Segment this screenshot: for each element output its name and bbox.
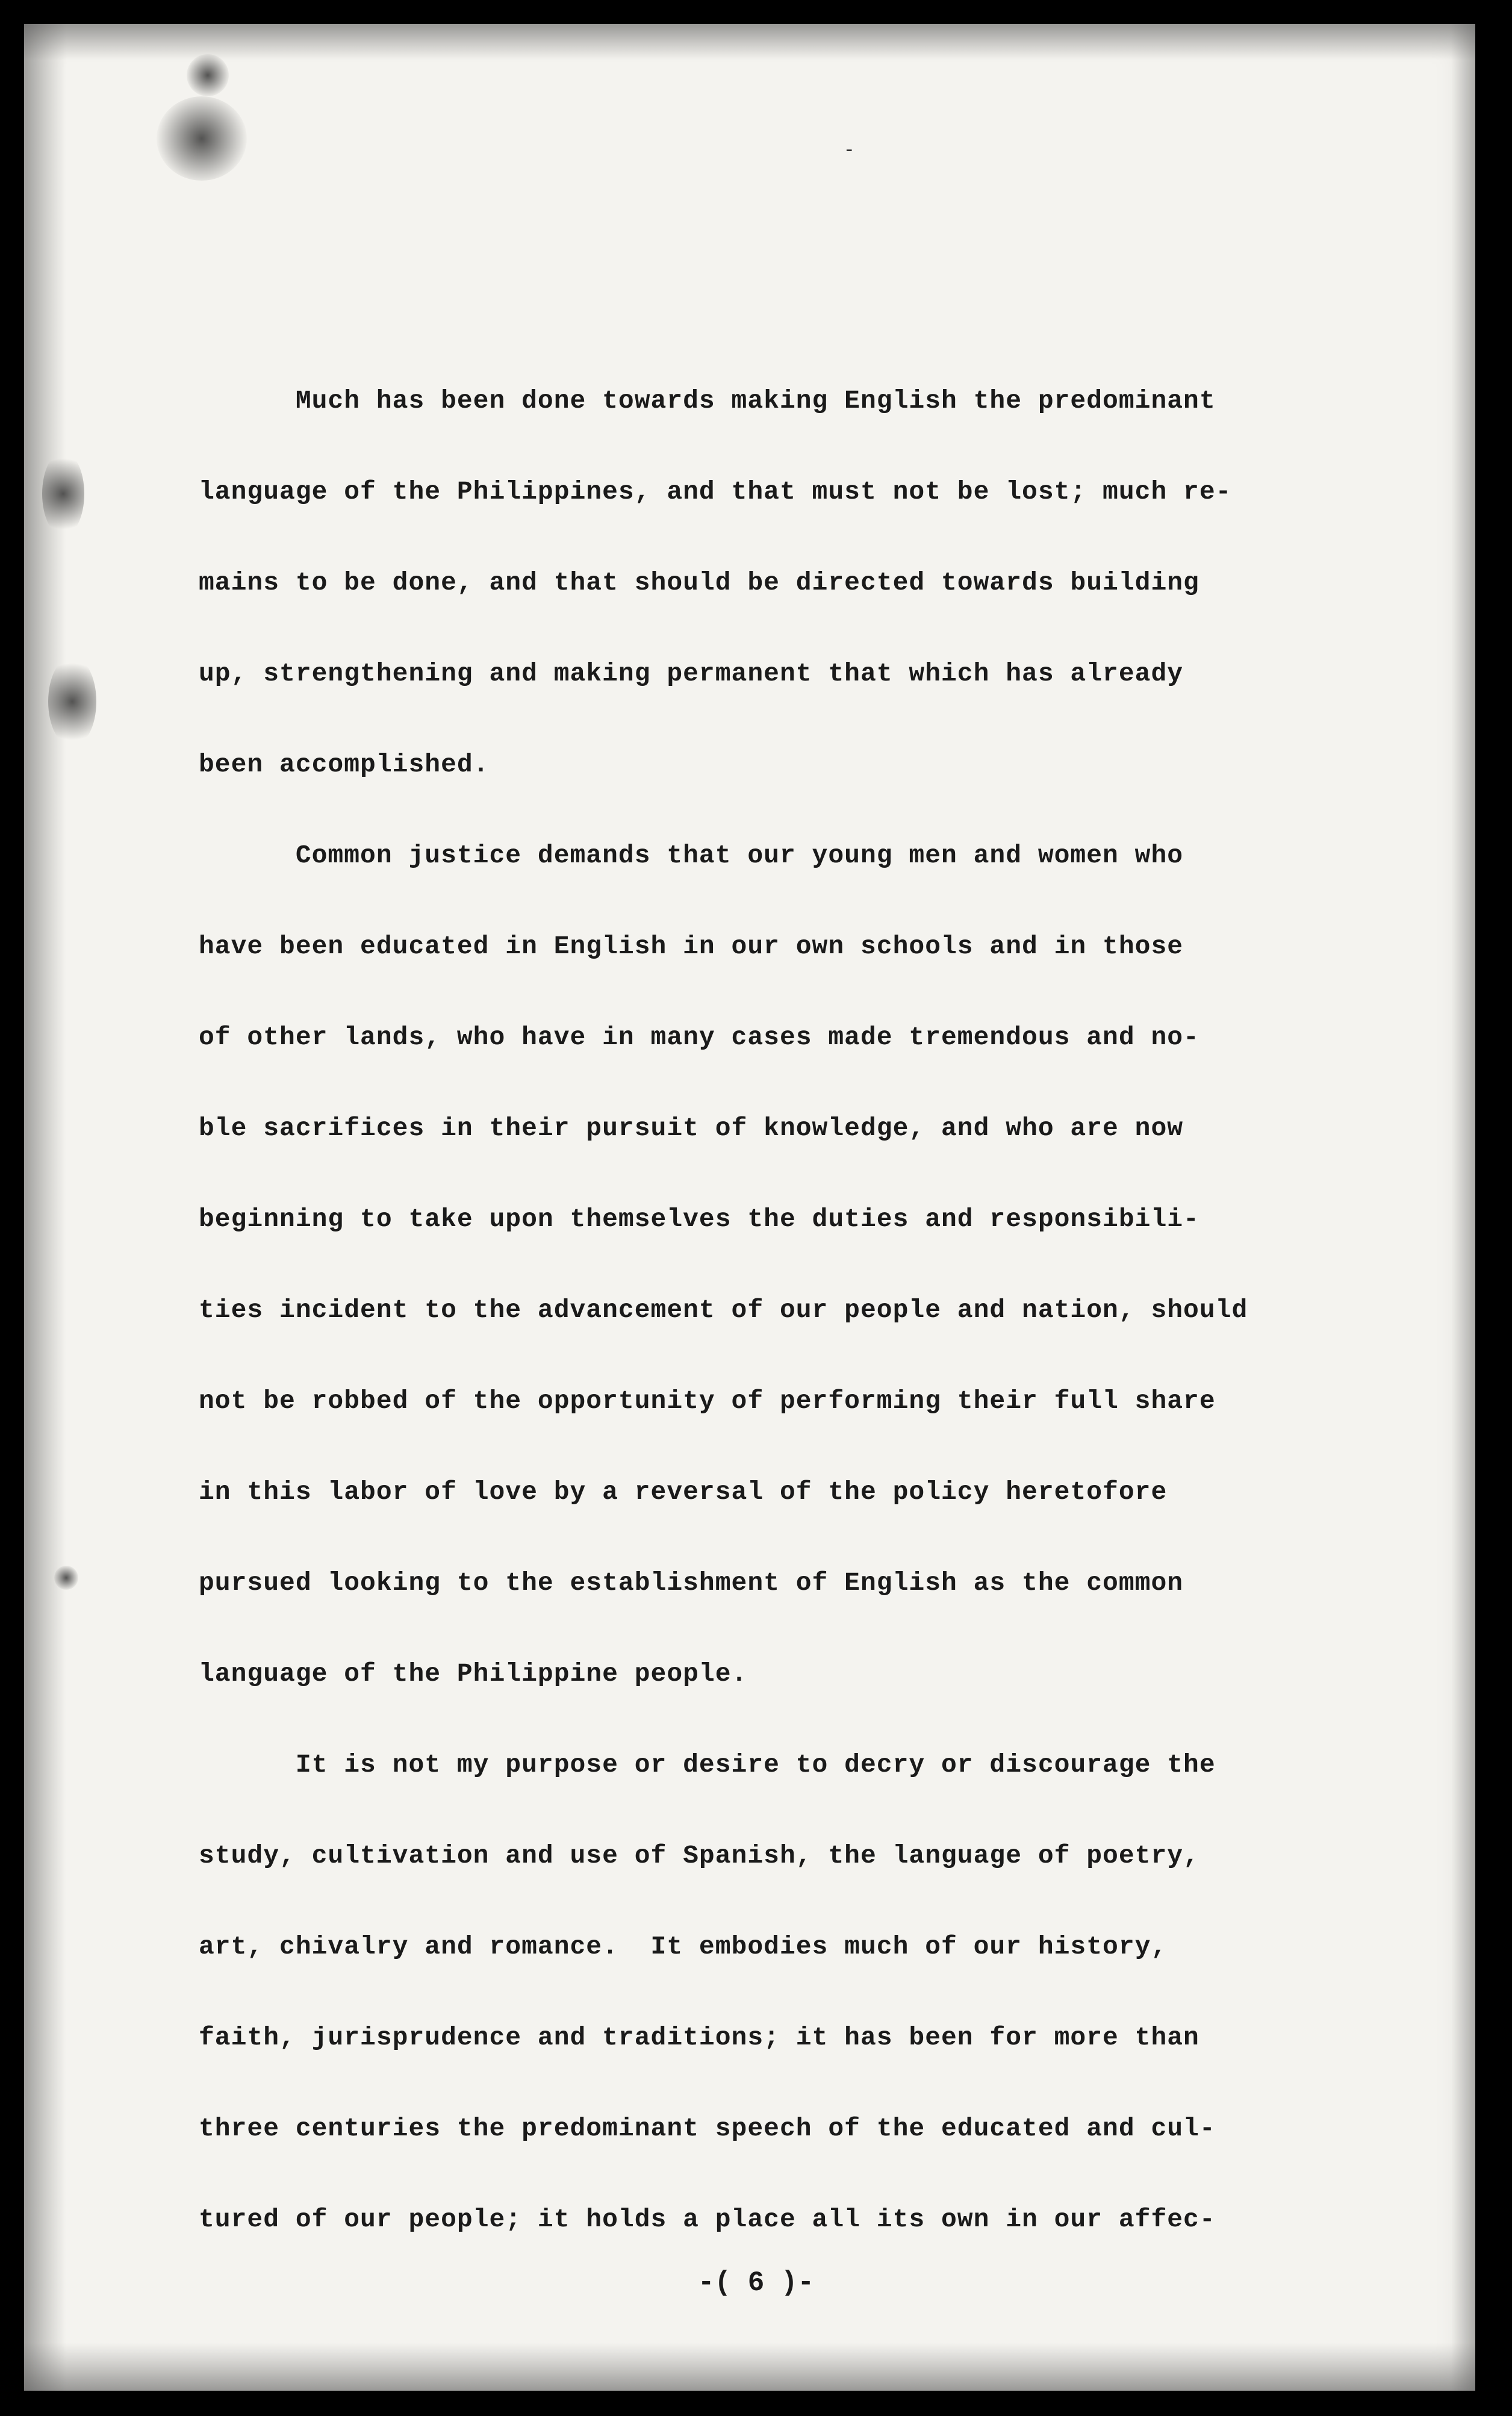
ink-smudge <box>157 96 247 181</box>
text-line: language of the Philippines, and that must not be lost; much re- <box>199 477 1232 506</box>
body-text <box>199 355 1451 2265</box>
text-line: tured of our people; it holds a place all its own in our affec- <box>199 2205 1216 2234</box>
ink-smudge <box>187 54 229 96</box>
text-line: language of the Philippine people. <box>199 1659 748 1689</box>
text-line: in this labor of love by a reversal of the policy heretofore <box>199 1477 1168 1507</box>
text-line: study, cultivation and use of Spanish, the language of poetry, <box>199 1841 1199 1870</box>
ink-smudge <box>54 1566 78 1590</box>
ink-smudge <box>42 452 84 536</box>
page-number: -( 6 )- <box>697 2267 815 2299</box>
text-line: ble sacrifices in their pursuit of knowledge, and who are now <box>199 1113 1184 1143</box>
text-line: up, strengthening and making permanent that which has already <box>199 659 1184 688</box>
text-line: Much has been done towards making English the predominant <box>199 386 1216 416</box>
text-line: beginning to take upon themselves the duties and responsibili- <box>199 1204 1199 1234</box>
text-line: pursued looking to the establishment of English as the common <box>199 1568 1184 1598</box>
text-line: been accomplished. <box>199 750 490 779</box>
text-line: ties incident to the advancement of our people and nation, should <box>199 1295 1248 1325</box>
text-line: three centuries the predominant speech of the educated and cul- <box>199 2114 1216 2143</box>
ink-smudge <box>48 656 96 747</box>
text-line: have been educated in English in our own schools and in those <box>199 932 1184 961</box>
page-edge-shadow-left <box>24 24 66 2391</box>
text-line: of other lands, who have in many cases made tremendous and no- <box>199 1023 1199 1052</box>
text-line: art, chivalry and romance. It embodies much of our history, <box>199 1932 1168 1961</box>
page-edge-shadow-right <box>1451 24 1475 2391</box>
page-edge-shadow-top <box>24 24 1475 60</box>
page-edge-shadow-bottom <box>24 2343 1475 2391</box>
text-line: mains to be done, and that should be directed towards building <box>199 568 1199 597</box>
top-mark: - <box>843 137 856 161</box>
text-line: faith, jurisprudence and traditions; it has been for more than <box>199 2023 1199 2052</box>
text-line: It is not my purpose or desire to decry or discourage the <box>199 1750 1216 1779</box>
text-line: not be robbed of the opportunity of performing their full share <box>199 1386 1216 1416</box>
text-line: Common justice demands that our young men and women who <box>199 841 1184 870</box>
